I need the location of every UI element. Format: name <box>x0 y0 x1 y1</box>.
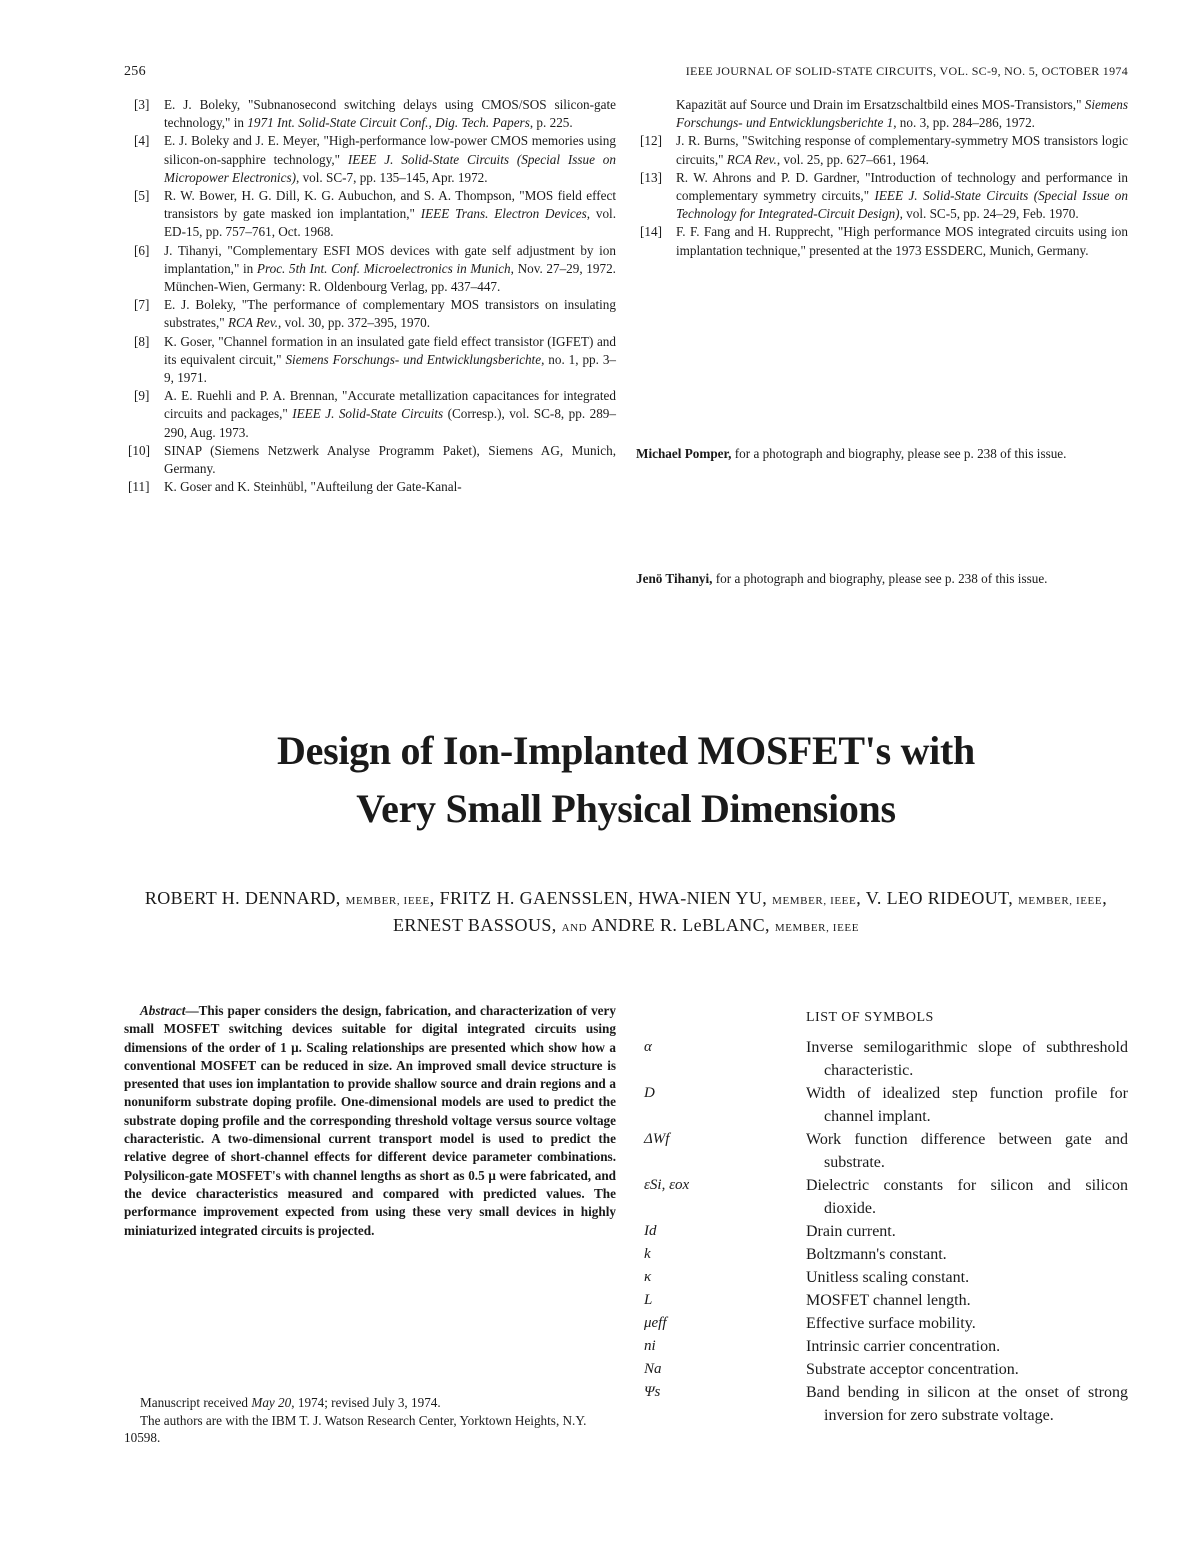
reference-entry <box>636 132 1128 168</box>
symbol: α <box>644 1039 652 1055</box>
symbol-definition: Drain current. <box>806 1223 896 1240</box>
reference-details: , vol. SC-7, pp. 135–145, Apr. 1972. <box>295 169 488 185</box>
author-membership: MEMBER, IEEE <box>345 895 430 907</box>
reference-source: RCA Rev. <box>228 315 279 331</box>
reference-details: , vol. 25, pp. 627–661, 1964. <box>776 151 929 167</box>
symbol-row <box>636 1335 1128 1358</box>
symbol: κ <box>644 1269 652 1285</box>
reference-details: (Corresp.), vol. SC-8, pp. 289–290, Aug. 1973. <box>164 406 616 440</box>
author-affiliation: The authors are with the IBM T. J. Watson Research Center, Yorktown Heights, N.Y. 10598. <box>124 1412 587 1445</box>
reference-entry <box>124 187 616 242</box>
reference-text: E. J. Boleky and J. E. Meyer, "High-performance low-power CMOS memories using silicon-on-sapphire technology," <box>164 133 616 167</box>
reference-number: [5] <box>134 188 150 204</box>
reference-text: E. J. Boleky, "The performance of complementary MOS transistors on insulating substrates," <box>164 297 616 331</box>
author-membership: MEMBER, IEEE <box>1018 895 1103 907</box>
reference-text: E. J. Boleky, "Subnanosecond switching delays using CMOS/SOS silicon-gate technology," in <box>164 97 616 131</box>
symbol-row <box>636 1036 1128 1082</box>
symbol-definition: MOSFET channel length. <box>806 1292 971 1309</box>
reference-details: , no. 1, pp. 3–9, 1971. <box>164 351 617 386</box>
symbol-row <box>636 1266 1128 1289</box>
symbol-definition: Substrate acceptor concentration. <box>806 1361 1019 1378</box>
reference-source: IEEE J. Solid-State Circuits (Special Issue on Micropower Electronics) <box>164 151 616 185</box>
reference-details: , vol. ED-15, pp. 757–761, Oct. 1968. <box>164 206 616 240</box>
symbol-row <box>636 1082 1128 1128</box>
symbol: μeff <box>644 1315 667 1331</box>
reference-details: , Nov. 27–29, 1972. München-Wien, Germany: R. Oldenbourg Verlag, pp. 437–447. <box>164 260 616 295</box>
reference-entry <box>124 333 616 388</box>
reference-entry <box>636 96 1128 132</box>
article-title <box>124 722 1128 838</box>
bio-text: for a photograph and biography, please see p. 238 of this issue. <box>731 446 1067 462</box>
reference-entry <box>124 442 616 478</box>
bio-pomper <box>636 445 1128 464</box>
bio-text: for a photograph and biography, please see p. 238 of this issue. <box>712 571 1048 587</box>
reference-entry <box>124 96 616 132</box>
reference-text: J. Tihanyi, "Complementary ESFI MOS devices with gate self adjustment by ion implantation," in <box>164 242 616 276</box>
abstract <box>124 1002 616 1240</box>
reference-entry <box>636 223 1128 259</box>
reference-source: IEEE Trans. Electron Devices <box>420 206 587 222</box>
reference-text: K. Goser, "Channel formation in an insulated gate field effect transistor (IGFET) and its equivalent circuit," <box>164 333 616 367</box>
symbol-row <box>636 1128 1128 1174</box>
author-list <box>124 886 1128 940</box>
reference-number: [13] <box>640 169 662 185</box>
footnote-date: May 20 <box>251 1395 292 1410</box>
author-name: , FRITZ H. GAENSSLEN, HWA-NIEN YU, <box>429 888 773 908</box>
symbol: Na <box>644 1361 662 1377</box>
reference-text: J. R. Burns, "Switching response of complementary-symmetry MOS transistors logic circuits," <box>676 133 1128 167</box>
first-page-footnote <box>124 1394 616 1447</box>
symbol-definition: Band bending in silicon at the onset of strong inversion for zero substrate voltage. <box>806 1384 1128 1424</box>
reference-details: , p. 225. <box>529 115 573 131</box>
abstract-label: Abstract <box>140 1003 186 1018</box>
abstract-text: —This paper considers the design, fabrication, and characterization of very small MOSFET switching devices suitable for digital integrated circuits using dimensions of the order of 1 μ. Scaling relationships are presented which show how a conventional MOSFET can be reduced in size. An improved small device structure is presented that uses ion implantation to provide shallow source and drain regions and a nonuniform substrate doping profile. One-dimensional models are used to predict the substrate doping profile and the corresponding threshold voltage versus source voltage characteristic. A two-dimensional current transport model is used to predict the relative degree of short-channel effects for different device parameter combinations. Polysilicon-gate MOSFET's with channel lengths as short as 0.5 μ were fabricated, and the device characteristics measured and compared with predicted values. The performance improvement expected from using these very small devices in highly miniaturized integrated circuits is projected. <box>124 1003 616 1238</box>
reference-source: IEEE J. Solid-State Circuits (Special Issue on Technology for Integrated-Circuit Design) <box>676 188 1128 222</box>
title-line-2: Very Small Physical Dimensions <box>356 786 896 831</box>
title-line-1: Design of Ion-Implanted MOSFET's with <box>277 728 975 773</box>
reference-text: K. Goser and K. Steinhübl, "Aufteilung der Gate-Kanal- <box>164 479 462 495</box>
reference-details: , vol. 30, pp. 372–395, 1970. <box>278 315 431 331</box>
author-membership: MEMBER, IEEE <box>774 922 860 934</box>
journal-name: IEEE JOURNAL OF SOLID-STATE CIRCUITS, VOL. SC-9, NO. 5, OCTOBER 1974 <box>685 64 1128 78</box>
symbol-row <box>636 1289 1128 1312</box>
reference-number: [4] <box>134 133 150 149</box>
symbol-definition: Unitless scaling constant. <box>806 1269 970 1286</box>
symbol: ni <box>644 1338 656 1354</box>
symbol: k <box>644 1246 651 1262</box>
author-name: ROBERT H. DENNARD, <box>144 888 346 908</box>
reference-number: [3] <box>134 97 150 112</box>
reference-text: A. E. Ruehli and P. A. Brennan, "Accurate metallization capacitances for integrated circuits and packages," <box>164 388 616 422</box>
reference-number: [12] <box>640 133 662 149</box>
list-of-symbols-heading: LIST OF SYMBOLS <box>806 1010 934 1025</box>
symbol: Ψs <box>644 1384 661 1400</box>
running-head <box>124 64 1128 84</box>
symbol: ΔWf <box>644 1131 670 1147</box>
reference-number: [10] <box>128 442 150 458</box>
symbol-row <box>636 1312 1128 1335</box>
reference-source: Siemens Forschungs- und Entwicklungsberichte 1 <box>676 97 1128 131</box>
author-membership: AND <box>561 922 588 934</box>
list-of-symbols <box>636 1036 1128 1427</box>
reference-source: RCA Rev. <box>726 151 777 167</box>
symbol: εSi, εox <box>644 1177 690 1193</box>
reference-number: [7] <box>134 297 150 313</box>
bio-tihanyi <box>636 570 1128 589</box>
reference-text: F. F. Fang and H. Rupprecht, "High performance MOS integrated circuits using ion implantation technique," presented at the 1973 ESSDERC, Munich, Germany. <box>676 224 1128 258</box>
symbol-row <box>636 1381 1128 1427</box>
reference-text: R. W. Bower, H. G. Dill, K. G. Aubuchon, and S. A. Thompson, "MOS field effect transistors by gate masked ion implantation," <box>164 188 616 222</box>
author-membership: MEMBER, IEEE <box>772 895 857 907</box>
footnote-text: Manuscript received <box>140 1395 252 1410</box>
reference-entry <box>124 387 616 442</box>
symbol: L <box>644 1292 653 1308</box>
bio-name: Jenö Tihanyi, <box>636 571 713 587</box>
reference-text: Kapazität auf Source und Drain im Ersatzschaltbild eines MOS-Transistors," <box>676 97 1085 112</box>
reference-number: [8] <box>134 333 150 349</box>
symbol-definition: Work function difference between gate and substrate. <box>806 1131 1128 1171</box>
footnote-text: , 1974; revised July 3, 1974. <box>291 1395 441 1410</box>
reference-source: 1971 Int. Solid-State Circuit Conf., Dig. Tech. Papers <box>247 115 530 131</box>
symbol-definition: Intrinsic carrier concentration. <box>806 1338 1001 1355</box>
author-name: , ERNEST BASSOUS, <box>392 888 1108 935</box>
symbol-row <box>636 1220 1128 1243</box>
reference-details: , vol. SC-5, pp. 24–29, Feb. 1970. <box>899 206 1079 222</box>
symbol-row <box>636 1358 1128 1381</box>
reference-number: [6] <box>134 242 150 258</box>
reference-entry <box>636 169 1128 224</box>
reference-text: SINAP (Siemens Netzwerk Analyse Programm Paket), Siemens AG, Munich, Germany. <box>164 442 616 477</box>
reference-number: [11] <box>128 479 150 495</box>
references-left-column <box>124 96 616 496</box>
reference-details: , no. 3, pp. 284–286, 1972. <box>893 115 1035 131</box>
reference-entry <box>124 296 616 332</box>
reference-text: R. W. Ahrons and P. D. Gardner, "Introduction of technology and performance in complementary symmetry circuits," <box>676 169 1128 204</box>
manuscript-received <box>124 1394 616 1412</box>
symbol-row <box>636 1243 1128 1266</box>
author-name: , V. LEO RIDEOUT, <box>856 888 1018 908</box>
page-number: 256 <box>124 64 146 79</box>
symbol-definition: Width of idealized step function profile for channel implant. <box>806 1085 1128 1125</box>
reference-source: IEEE J. Solid-State Circuits <box>292 406 444 422</box>
reference-number: [9] <box>134 388 150 404</box>
references-right-column <box>636 96 1128 260</box>
reference-entry <box>124 478 616 496</box>
symbol-definition: Boltzmann's constant. <box>806 1246 947 1263</box>
bio-name: Michael Pomper, <box>636 446 732 462</box>
author-name: ANDRE R. LeBLANC, <box>587 915 775 935</box>
reference-source: Siemens Forschungs- und Entwicklungsberichte <box>285 351 542 367</box>
symbol: Id <box>644 1223 657 1239</box>
reference-source: Proc. 5th Int. Conf. Microelectronics in Munich <box>256 260 511 276</box>
symbol-row <box>636 1174 1128 1220</box>
symbol-definition: Effective surface mobility. <box>806 1315 976 1332</box>
reference-number: [14] <box>640 224 662 240</box>
symbol: D <box>644 1085 655 1101</box>
reference-entry <box>124 242 616 297</box>
symbol-definition: Dielectric constants for silicon and silicon dioxide. <box>806 1177 1128 1217</box>
symbol-definition: Inverse semilogarithmic slope of subthreshold characteristic. <box>806 1039 1128 1079</box>
reference-entry <box>124 132 616 187</box>
